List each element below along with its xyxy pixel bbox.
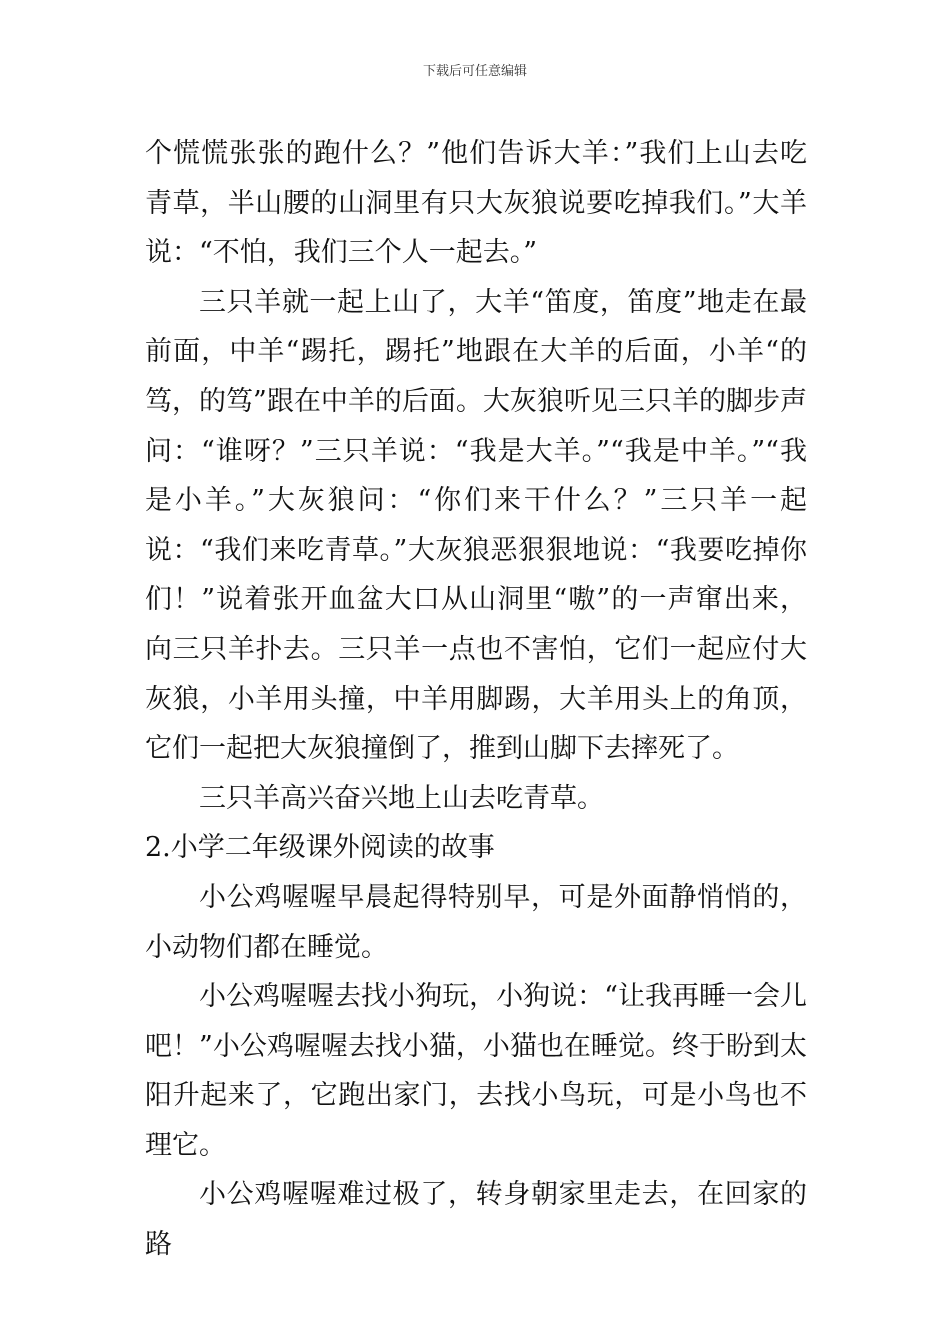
paragraph-rooster-sad: 小公鸡喔喔难过极了，转身朝家里走去，在回家的路 bbox=[145, 1179, 807, 1261]
paragraph-three-sheep: 三只羊就一起上山了，大羊“笛度，笛度”地走在最前面，中羊“踢托，踢托”地跟在大羊的后面，小羊“的笃，的笃”跟在中羊的后面。大灰狼听见三只羊的脚步声问：“谁呀？”三只羊说：“我是大羊。”“我是中羊。”“我是小羊。”大灰狼问：“你们来干什么？”三只羊一起说：“我们来吃青草。”大灰狼恶狠狠地说：“我要吃掉你们！”说着张开血盆大口从山洞里“嗷”的一声窜出来，向三只羊扑去。三只羊一点也不害怕，它们一起应付大灰狼，小羊用头撞，中羊用脚踢，大羊用头上的角顶，它们一起把大灰狼撞倒了，推到山脚下去摔死了。 bbox=[145, 286, 807, 765]
paragraph-rooster-morning: 小公鸡喔喔早晨起得特别早，可是外面静悄悄的，小动物们都在睡觉。 bbox=[145, 881, 807, 963]
paragraph-rooster-friends: 小公鸡喔喔去找小狗玩，小狗说：“让我再睡一会儿吧！”小公鸡喔喔去找小猫，小猫也在睡觉。终于盼到太阳升起来了，它跑出家门，去找小鸟玩，可是小鸟也不理它。 bbox=[145, 981, 807, 1161]
section-heading: 2.小学二年级课外阅读的故事 bbox=[145, 832, 495, 864]
page-header-note: 下载后可任意编辑 bbox=[422, 64, 527, 79]
document-body bbox=[145, 129, 807, 1270]
paragraph-ending: 三只羊高兴奋兴地上山去吃青草。 bbox=[199, 782, 604, 814]
paragraph-continuation: 个慌慌张张的跑什么？”他们告诉大羊：”我们上山去吃青草，半山腰的山洞里有只大灰狼说要吃掉我们。”大羊说：“不怕，我们三个人一起去。” bbox=[145, 138, 807, 269]
